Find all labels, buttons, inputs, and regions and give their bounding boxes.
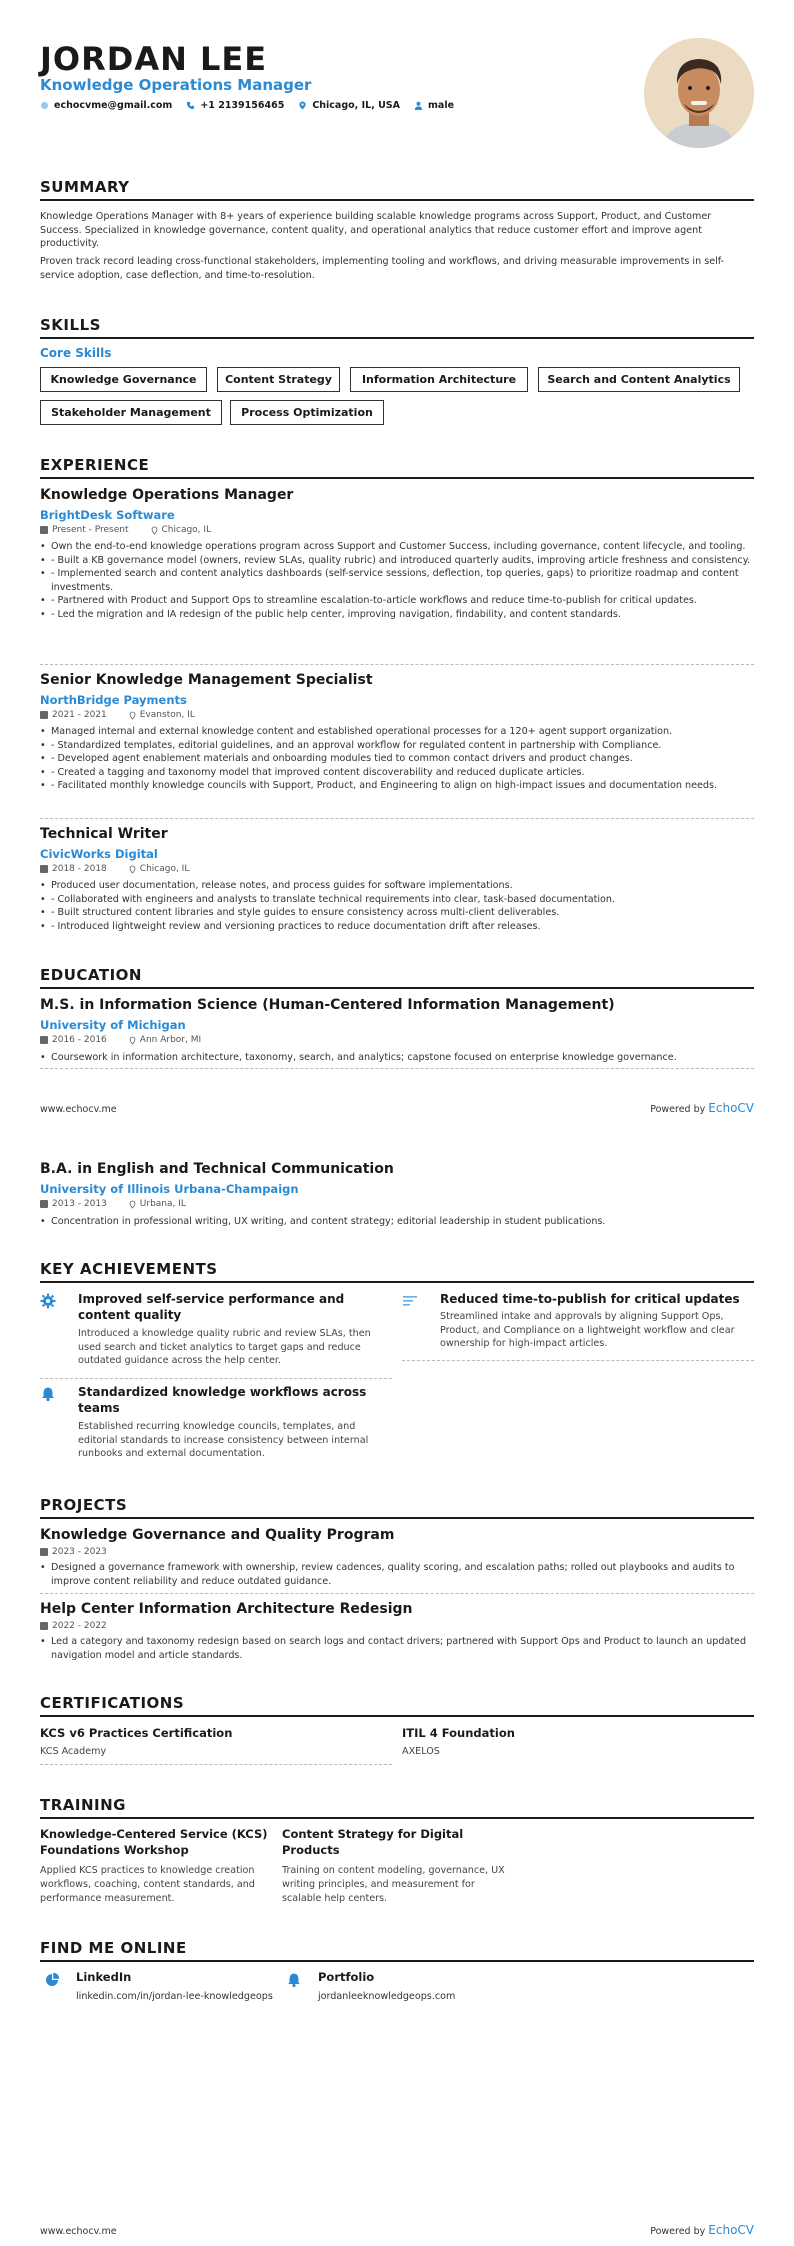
email-icon [40, 101, 49, 110]
achievements-heading: KEY ACHIEVEMENTS [40, 1260, 754, 1283]
projects-heading: PROJECTS [40, 1496, 754, 1519]
list-item: • - Developed agent enablement materials and onboarding modules tied to common contact drivers and product changes. [40, 752, 754, 766]
person-icon [414, 101, 423, 110]
list-item: • Managed internal and external knowledge content and established operational processes for a 120+ agent support organization. [40, 725, 754, 739]
job-meta [40, 864, 189, 874]
online-title: LinkedIn [76, 1970, 132, 1984]
gear-icon [40, 1293, 56, 1309]
job-bullets [40, 540, 754, 621]
list-icon [402, 1293, 418, 1309]
location-pin-icon [129, 1036, 136, 1045]
summary-paragraph-2: Proven track record leading cross-functional stakeholders, implementing tooling and workflows, and driving measurable improvements in self-service adoption, case deflection, and time-to-resolution. [40, 256, 725, 281]
footer-powered [650, 1101, 754, 1115]
location-pin-icon [298, 101, 307, 110]
job-meta [40, 710, 195, 720]
project-dates: 2023 - 2023 [52, 1547, 107, 1557]
divider [402, 1360, 754, 1361]
cert-title: ITIL 4 Foundation [402, 1726, 515, 1740]
list-item: • - Collaborated with engineers and analysts to translate technical requirements into clear, task-based documentation. [40, 893, 754, 907]
achievement-desc: Streamlined intake and approvals by aligning Support Ops, Product, and Compliance on a lightweight workflow and clear ownership for high-impact articles. [440, 1311, 735, 1349]
online-link[interactable]: jordanleeknowledgeops.com [318, 1991, 456, 2002]
job-title: Technical Writer [40, 826, 168, 842]
job-bullets [40, 879, 754, 933]
cert-org: AXELOS [402, 1746, 440, 1757]
project-meta [40, 1621, 107, 1631]
project-title: Help Center Information Architecture Redesign [40, 1601, 413, 1617]
training-title: Content Strategy for Digital Products [282, 1827, 464, 1857]
divider [40, 818, 754, 819]
contact-phone[interactable] [186, 100, 284, 111]
job-company: BrightDesk Software [40, 508, 175, 522]
divider [40, 1068, 754, 1069]
list-item: • - Built a KB governance model (owners, review SLAs, quality rubric) and introduced quarterly audits, improving article freshness and consistency. [40, 554, 754, 568]
footer-site[interactable]: www.echocv.me [40, 2226, 117, 2237]
contact-location [298, 100, 400, 111]
job-dates: 2018 - 2018 [52, 864, 107, 874]
education-bullets [40, 1215, 754, 1229]
bell-icon [286, 1972, 302, 1988]
location-pin-icon [129, 711, 136, 720]
skill-tag: Stakeholder Management [40, 400, 222, 425]
powered-label: Powered by [650, 1104, 706, 1115]
calendar-icon [40, 1622, 48, 1630]
footer-site[interactable]: www.echocv.me [40, 1104, 117, 1115]
location-text: Chicago, IL, USA [312, 100, 401, 111]
training-desc: Applied KCS practices to knowledge creation workflows, coaching, content standards, and performance measurement. [40, 1865, 255, 1904]
summary-heading: SUMMARY [40, 178, 754, 201]
contact-bar [40, 100, 454, 111]
brand-name: EchoCV [708, 2223, 754, 2237]
achievement-title: Standardized knowledge workflows across teams [78, 1385, 367, 1415]
candidate-name: JORDAN LEE [40, 40, 268, 78]
list-item: • Designed a governance framework with ownership, review cadences, quality scoring, and escalation paths; rolled out playbooks and audits to improve content reliability and reduce outdated guidance. [40, 1561, 754, 1588]
summary-paragraph-1: Knowledge Operations Manager with 8+ years of experience building scalable knowledge programs across Support, Product, and Customer Success. Specialized in knowledge governance, content quality, and operational analytics that reduce customer effort and improve agent productivity. [40, 211, 712, 249]
bell-icon [40, 1386, 56, 1402]
divider [40, 664, 754, 665]
school-name: University of Illinois Urbana-Champaign [40, 1182, 299, 1196]
list-item: • - Introduced lightweight review and versioning practices to reduce documentation drift after releases. [40, 920, 754, 934]
skills-group-title: Core Skills [40, 346, 112, 360]
brand-name: EchoCV [708, 1101, 754, 1115]
education-heading: EDUCATION [40, 966, 754, 989]
footer-powered [650, 2223, 754, 2237]
list-item: • - Created a tagging and taxonomy model that improved content discoverability and reduced duplicate articles. [40, 766, 754, 780]
training-heading: TRAINING [40, 1796, 754, 1819]
job-title: Knowledge Operations Manager [40, 487, 294, 503]
experience-heading: EXPERIENCE [40, 456, 754, 479]
list-item: • Coursework in information architecture, taxonomy, search, and analytics; capstone focused on enterprise knowledge governance. [40, 1051, 754, 1065]
job-location: Chicago, IL [161, 525, 212, 535]
divider [40, 1764, 392, 1765]
education-dates: 2016 - 2016 [52, 1035, 107, 1045]
skill-tag: Process Optimization [230, 400, 384, 425]
list-item: • Produced user documentation, release notes, and process guides for software implementations. [40, 879, 754, 893]
achievement-desc: Established recurring knowledge councils, templates, and editorial standards to increase consistency between internal runbooks and external documentation. [78, 1421, 369, 1459]
education-dates: 2013 - 2013 [52, 1199, 107, 1209]
education-meta [40, 1199, 186, 1209]
job-bullets [40, 725, 754, 793]
list-item: • Own the end-to-end knowledge operations program across Support and Customer Success, including governance, content lifecycle, and tooling. [40, 540, 754, 554]
project-meta [40, 1547, 107, 1557]
job-location: Chicago, IL [139, 864, 190, 874]
achievement-title: Improved self-service performance and content quality [78, 1292, 345, 1322]
profile-photo [644, 38, 754, 148]
job-location: Evanston, IL [139, 710, 195, 720]
degree-title: M.S. in Information Science (Human-Centered Information Management) [40, 997, 615, 1013]
achievement-desc: Introduced a knowledge quality rubric and review SLAs, then used search and ticket analytics to target gaps and reduce outdated guidance across the help center. [78, 1328, 371, 1366]
project-bullets [40, 1561, 754, 1588]
degree-title: B.A. in English and Technical Communication [40, 1161, 394, 1177]
list-item: • - Facilitated monthly knowledge councils with Support, Product, and Engineering to align on high-impact issues and documentation needs. [40, 779, 754, 793]
calendar-icon [40, 865, 48, 873]
project-title: Knowledge Governance and Quality Program [40, 1527, 395, 1543]
education-location: Urbana, IL [139, 1199, 186, 1209]
calendar-icon [40, 1036, 48, 1044]
calendar-icon [40, 1200, 48, 1208]
training-desc: Training on content modeling, governance, UX writing principles, and measurement for scalable help centers. [282, 1865, 505, 1904]
skill-tag: Content Strategy [217, 367, 340, 392]
school-name: University of Michigan [40, 1018, 186, 1032]
job-title: Senior Knowledge Management Specialist [40, 672, 373, 688]
skill-tag: Information Architecture [350, 367, 528, 392]
education-location: Ann Arbor, MI [139, 1035, 202, 1045]
list-item: • - Implemented search and content analytics dashboards (self-service sessions, deflection, top queries, gaps) to prioritize roadmap and content investments. [40, 567, 754, 594]
achievement-title: Reduced time-to-publish for critical updates [440, 1292, 740, 1306]
cert-title: KCS v6 Practices Certification [40, 1726, 233, 1740]
achievement-item [402, 1291, 754, 1351]
job-company: CivicWorks Digital [40, 847, 158, 861]
calendar-icon [40, 526, 48, 534]
location-pin-icon [151, 526, 158, 535]
online-link[interactable]: linkedin.com/in/jordan-lee-knowledgeops [76, 1991, 273, 2002]
gender-text: male [428, 100, 455, 111]
project-dates: 2022 - 2022 [52, 1621, 107, 1631]
list-item: • - Led the migration and IA redesign of the public help center, improving navigation, findability, and content standards. [40, 608, 754, 622]
powered-label: Powered by [650, 2226, 706, 2237]
project-bullets [40, 1635, 754, 1662]
divider [40, 1593, 754, 1594]
calendar-icon [40, 1548, 48, 1556]
list-item: • - Standardized templates, editorial guidelines, and an approval workflow for regulated content in partnership with Compliance. [40, 739, 754, 753]
training-title: Knowledge-Centered Service (KCS) Foundations Workshop [40, 1827, 268, 1857]
job-dates: Present - Present [52, 525, 129, 535]
list-item: • - Partnered with Product and Support Ops to streamline escalation-to-article workflows and reduce time-to-publish for critical updates. [40, 594, 754, 608]
location-pin-icon [129, 865, 136, 874]
candidate-title: Knowledge Operations Manager [40, 76, 312, 94]
phone-icon [186, 101, 195, 110]
cert-org: KCS Academy [40, 1746, 107, 1757]
skill-tag: Knowledge Governance [40, 367, 207, 392]
contact-email[interactable] [40, 100, 172, 111]
contact-gender [414, 100, 454, 111]
job-dates: 2021 - 2021 [52, 710, 107, 720]
education-bullets [40, 1051, 754, 1065]
job-meta [40, 525, 211, 535]
phone-text: +1 2139156465 [200, 100, 285, 111]
list-item: • Concentration in professional writing, UX writing, and content strategy; editorial leadership in student publications. [40, 1215, 754, 1229]
education-meta [40, 1035, 201, 1045]
skills-heading: SKILLS [40, 316, 754, 339]
certifications-heading: CERTIFICATIONS [40, 1694, 754, 1717]
email-text: echocvme@gmail.com [54, 100, 173, 111]
achievement-item [40, 1291, 392, 1375]
skill-tag: Search and Content Analytics [538, 367, 740, 392]
calendar-icon [40, 711, 48, 719]
divider [40, 1378, 392, 1379]
online-heading: FIND ME ONLINE [40, 1939, 754, 1962]
pie-chart-icon [44, 1972, 60, 1988]
online-title: Portfolio [318, 1970, 375, 1984]
location-pin-icon [129, 1200, 136, 1209]
job-company: NorthBridge Payments [40, 693, 187, 707]
list-item: • Led a category and taxonomy redesign based on search logs and contact drivers; partnered with Support Ops and Product to launch an updated navigation model and article standards. [40, 1635, 754, 1662]
achievement-item [40, 1384, 392, 1468]
list-item: • - Built structured content libraries and style guides to ensure consistency across multi-client deliverables. [40, 906, 754, 920]
